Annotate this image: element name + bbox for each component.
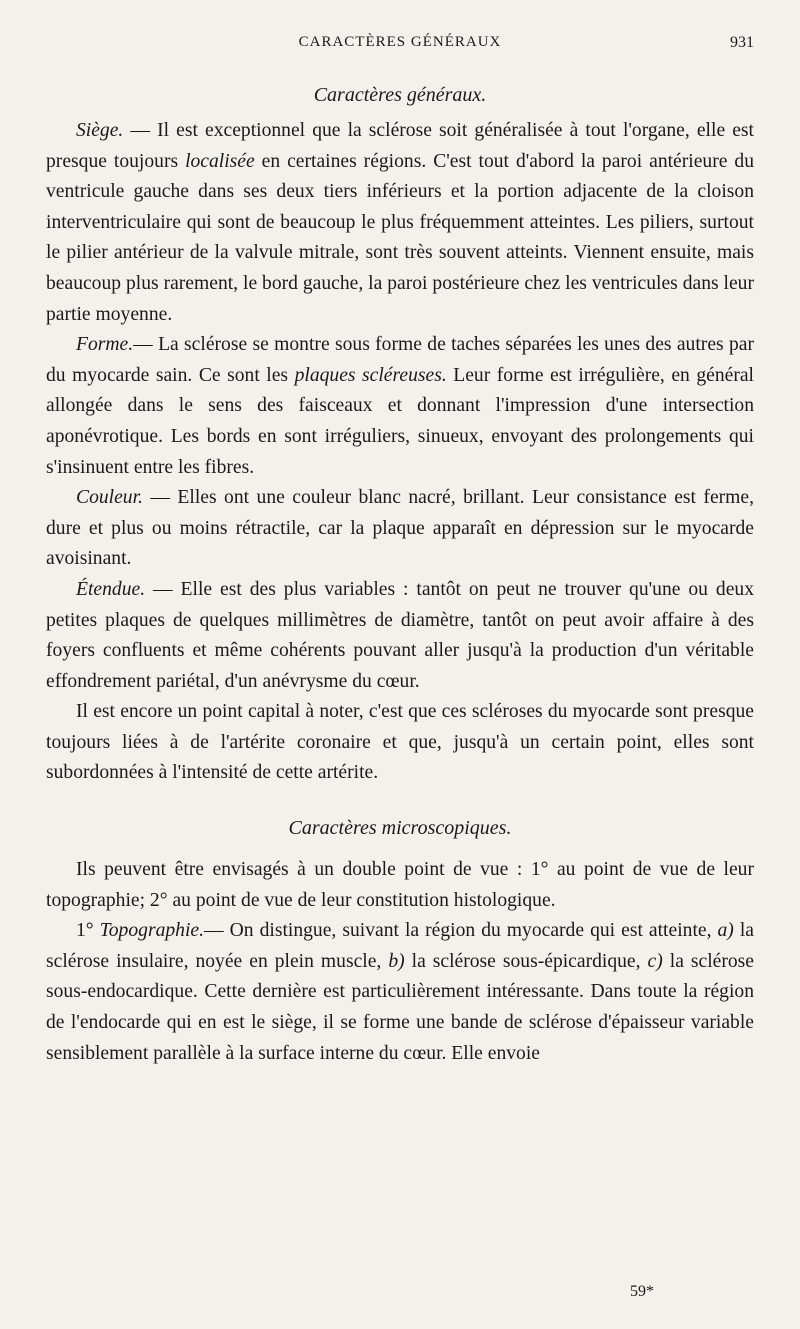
paragraph-siege: Siège. — Il est exceptionnel que la sclérose soit généralisée à tout l'organe, elle est presque toujours localisée en certaines régions. C'est tout d'abord la paroi antérieure du ventricule gauche dans ses deux tiers inférieurs et la portion adjacente de la cloison interventriculaire qui sont de beaucoup le plus fréquemment atteintes. Les piliers, surtout le pilier antérieur de la valvule mitrale, sont très souvent atteints. Viennent ensuite, mais beaucoup plus rarement, le bord gauche, la paroi postérieure chez les ventricules dans leur partie moyenne. — [46, 120, 754, 325]
lead-couleur: Couleur. — [76, 487, 143, 509]
paragraph-topographie: 1° Topographie.— On distingue, suivant la région du myocarde qui est atteinte, a) la sclérose insulaire, noyée en plein muscle, b) la sclérose sous-épicardique, c) la sclérose sous-endocardique. Cette dernière est particulièrement intéressante. Dans toute la région de l'endocarde qui en est le siège, il se forme une bande de sclérose d'épaisseur variable sensiblement parallèle à la surface interne du cœur. Elle envoie — [46, 920, 755, 1064]
lead-etendue: Étendue. — [76, 578, 146, 600]
running-title: CARACTÈRES GÉNÉRAUX — [298, 34, 502, 50]
signature-mark: 59* — [630, 1283, 654, 1300]
emphasis-localisee: localisée — [185, 150, 255, 172]
lead-topographie: Topographie. — [99, 920, 204, 942]
paragraph-double-point: Ils peuvent être envisagés à un double point de vue : 1° au point de vue de leur topographie; 2° au point de vue de leur constitution histologique. — [46, 859, 754, 911]
emphasis-plaques: plaques scléreuses. — [294, 364, 447, 386]
section-title-microscopic: Caractères microscopiques. — [288, 817, 512, 840]
lead-forme: Forme. — [76, 334, 134, 356]
paragraph-etendue: Étendue. — Elle est des plus variables : tantôt on peut ne trouver qu'une ou deux petites plaques de quelques millimètres de diamètre, tantôt on peut avoir affaire à des foyers confluents et même cohérents pouvant aller jusqu'à la production d'un véritable effondrement pariétal, d'un anévrysme du cœur. — [46, 578, 754, 692]
paragraph-couleur: Couleur. — Elles ont une couleur blanc nacré, brillant. Leur consistance est ferme, dure et plus ou moins rétractile, car la plaque apparaît en dépression sur le myocarde avoisinant. — [46, 487, 754, 570]
paragraph-capital: Il est encore un point capital à noter, c'est que ces scléroses du myocarde sont presque toujours liées à de l'artérite coronaire et que, jusqu'à un certain point, elles sont subordonnées à l'intensité de cette artérite. — [46, 701, 754, 784]
paragraph-forme: Forme.— La sclérose se montre sous forme de taches séparées les unes des autres par du myocarde sain. Ce sont les plaques scléreuses. Leur forme est irrégulière, en général allongée dans le sens des faisceaux et donnant l'impression d'une intersection aponévrotique. Les bords en sont irréguliers, sinueux, envoyant des prolongements qui s'insinuent entre les fibres. — [46, 334, 754, 478]
page-body — [46, 80, 754, 1069]
running-header — [46, 34, 754, 58]
page-number: 931 — [730, 34, 754, 51]
lead-siege: Siège. — [76, 120, 124, 141]
section-title-general: Caractères généraux. — [313, 84, 487, 106]
